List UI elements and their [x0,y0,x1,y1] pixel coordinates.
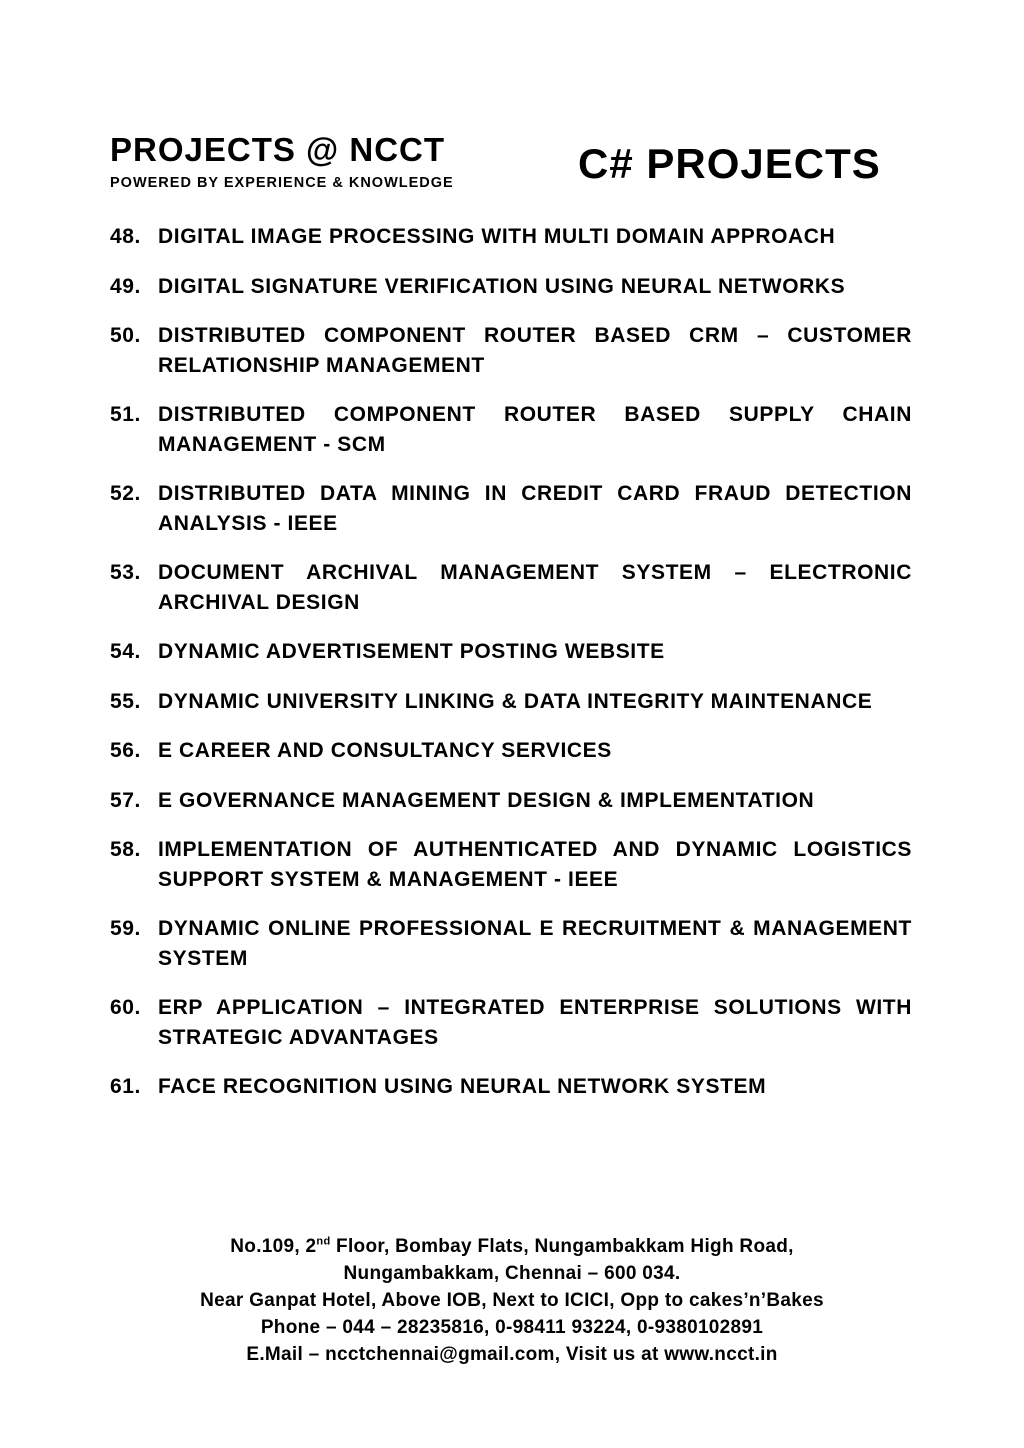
address-line-1 [90,1233,934,1260]
list-item [110,835,912,894]
list-item [110,222,912,252]
list-item [110,637,912,667]
item-title: E GOVERNANCE MANAGEMENT DESIGN & IMPLEMENTATION [158,788,815,812]
address-post: Floor, Bombay Flats, Nungambakkam High Road, [330,1236,794,1257]
item-number: 56. [110,739,141,762]
item-title: DYNAMIC ONLINE PROFESSIONAL E RECRUITMENT & MANAGEMENT SYSTEM [158,917,912,970]
item-number: 51. [110,403,141,426]
list-item [110,479,912,538]
item-number: 59. [110,917,141,940]
item-title: FACE RECOGNITION USING NEURAL NETWORK SYSTEM [158,1075,767,1098]
landmark-line: Near Ganpat Hotel, Above IOB, Next to ICICI, Opp to cakes’n’Bakes [200,1290,824,1311]
list-item [110,321,912,380]
item-number: 61. [110,1075,141,1098]
project-list [110,222,912,1122]
address-pre: No.109, 2 [230,1236,317,1257]
address-line-2: Nungambakkam, Chennai – 600 034. [343,1263,681,1284]
brand-block [110,131,454,191]
item-title: DISTRIBUTED DATA MINING IN CREDIT CARD FRAUD DETECTION ANALYSIS - IEEE [158,482,912,535]
ordinal-suffix: nd [316,1235,331,1248]
item-title: DISTRIBUTED COMPONENT ROUTER BASED CRM – CUSTOMER RELATIONSHIP MANAGEMENT [158,324,912,377]
item-number: 58. [110,838,141,861]
item-number: 57. [110,788,141,812]
item-number: 48. [110,225,141,248]
item-number: 53. [110,561,141,584]
list-item [110,687,912,717]
list-item [110,400,912,459]
phone-line: Phone – 044 – 28235816, 0-98411 93224, 0-9380102891 [260,1317,764,1338]
list-item [110,1072,912,1102]
contact-line: E.Mail – ncctchennai@gmail.com, Visit us at www.ncct.in [246,1344,778,1365]
list-item [110,558,912,617]
item-number: 55. [110,689,141,713]
item-title: DOCUMENT ARCHIVAL MANAGEMENT SYSTEM – ELECTRONIC ARCHIVAL DESIGN [158,561,912,614]
item-title: DYNAMIC ADVERTISEMENT POSTING WEBSITE [158,640,665,663]
item-number: 54. [110,640,141,663]
item-number: 49. [110,274,141,298]
item-number: 60. [110,996,141,1019]
brand-title: PROJECTS @ NCCT [110,131,446,168]
list-item [110,914,912,973]
item-number: 50. [110,324,141,347]
contact-footer [90,1233,934,1368]
item-title: E CAREER AND CONSULTANCY SERVICES [158,739,612,762]
item-title: ERP APPLICATION – INTEGRATED ENTERPRISE SOLUTIONS WITH STRATEGIC ADVANTAGES [158,996,912,1049]
list-item [110,736,912,766]
item-title: DYNAMIC UNIVERSITY LINKING & DATA INTEGRITY MAINTENANCE [158,689,873,713]
list-item [110,993,912,1052]
list-item [110,272,912,302]
section-title: C# PROJECTS [578,140,881,187]
item-title: DISTRIBUTED COMPONENT ROUTER BASED SUPPLY CHAIN MANAGEMENT - SCM [158,403,912,456]
item-title: IMPLEMENTATION OF AUTHENTICATED AND DYNAMIC LOGISTICS SUPPORT SYSTEM & MANAGEMENT - IEEE [158,838,912,891]
list-item [110,786,912,816]
item-number: 52. [110,482,141,505]
brand-tagline: POWERED BY EXPERIENCE & KNOWLEDGE [110,175,454,191]
item-title: DIGITAL IMAGE PROCESSING WITH MULTI DOMAIN APPROACH [158,225,836,248]
item-title: DIGITAL SIGNATURE VERIFICATION USING NEURAL NETWORKS [158,274,846,298]
